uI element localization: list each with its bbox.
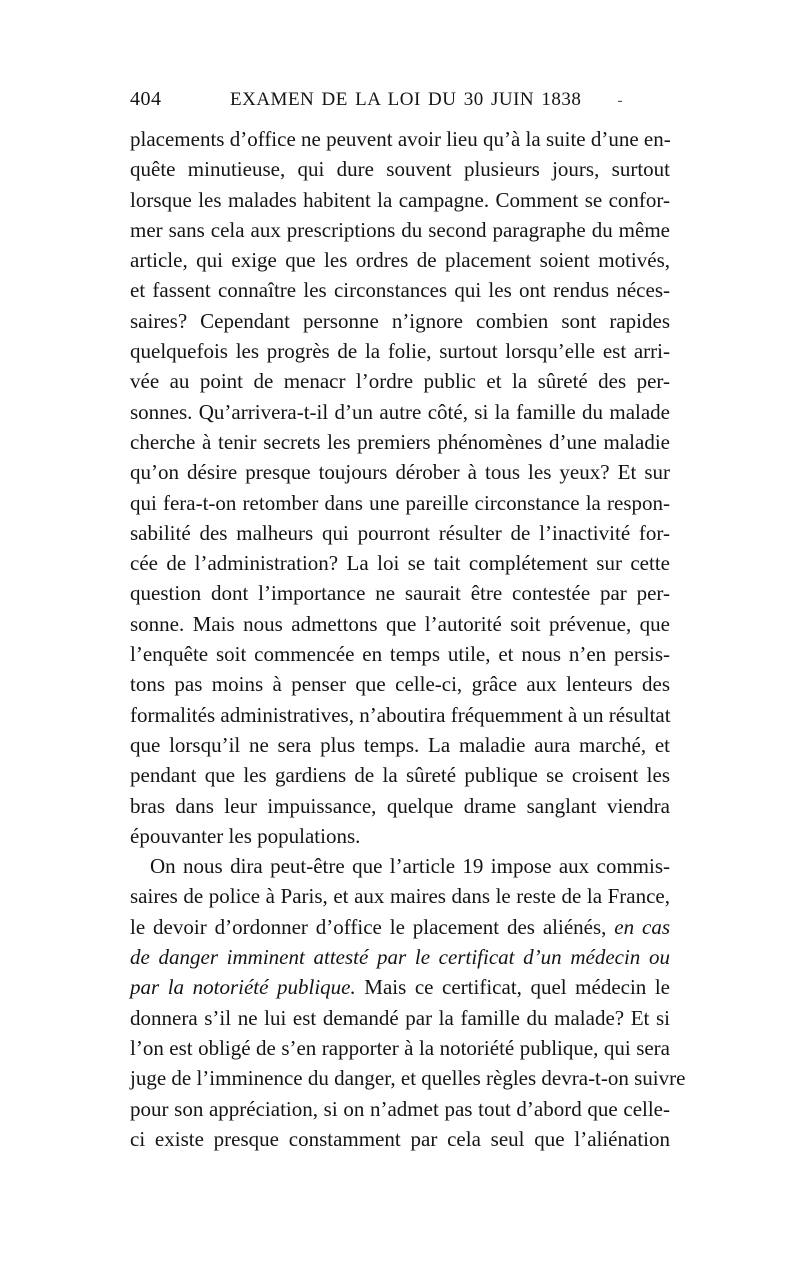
text-line: quête minutieuse, qui dure souvent plusieurs jours, surtout	[130, 157, 670, 182]
text-line: ci existe presque constamment par cela seul que l’aliénation	[130, 1126, 670, 1151]
italic-segment: par la notoriété publique.	[130, 975, 356, 1000]
text-line: donnera s’il ne lui est demandé par la famille du malade? Et si	[130, 1005, 670, 1030]
text-line	[130, 942, 670, 972]
text-line: cherche à tenir secrets les premiers phénomènes d’une maladie	[130, 429, 670, 454]
text-line: formalités administratives, n’aboutira fréquemment à un résultat	[130, 702, 671, 727]
text-line: qu’on désire presque toujours dérober à tous les yeux? Et sur	[130, 460, 670, 485]
text-line: l’on est obligé de s’en rapporter à la notoriété publique, qui sera	[130, 1035, 670, 1060]
book-page	[130, 88, 686, 1154]
text-line: pendant que les gardiens de la sûreté publique se croisent les	[130, 763, 670, 788]
text-line: cée de l’administration? La loi se tait complétement sur cette	[130, 551, 670, 576]
paragraph-1	[130, 124, 670, 851]
italic-segment: de danger imminent attesté par le certificat d’un médecin ou	[130, 945, 670, 970]
text-line	[130, 972, 670, 1002]
text-line: placements d’office ne peuvent avoir lieu qu’à la suite d’une en-	[130, 127, 671, 151]
text-line: lorsque les malades habitent la campagne. Comment se confor-	[130, 187, 670, 212]
text-line: saires? Cependant personne n’ignore combien sont rapides	[130, 308, 670, 333]
text-line: épouvanter les populations.	[130, 823, 361, 848]
text-line: sabilité des malheurs qui pourront résulter de l’inactivité for-	[130, 520, 670, 545]
text-line	[130, 912, 670, 942]
text-line: juge de l’imminence du danger, et quelles règles devra-t-on suivre	[130, 1066, 686, 1091]
text-segment: Mais ce certificat, quel médecin le	[364, 975, 670, 1000]
text-line: vée au point de menacr l’ordre public et la sûreté des per-	[130, 369, 670, 394]
text-line: qui fera-t-on retomber dans une pareille circonstance la respon-	[130, 490, 670, 515]
text-line: que lorsqu’il ne sera plus temps. La maladie aura marché, et	[130, 732, 670, 757]
text-line: saires de police à Paris, et aux maires dans le reste de la France,	[130, 884, 670, 909]
text-line: l’enquête soit commencée en temps utile, et nous n’en persis-	[130, 642, 670, 667]
text-line: sonnes. Qu’arrivera-t-il d’un autre côté, si la famille du malade	[130, 399, 670, 424]
text-line: bras dans leur impuissance, quelque drame sanglant viendra	[130, 793, 670, 818]
text-line: pour son appréciation, si on n’admet pas tout d’abord que celle-	[130, 1096, 670, 1121]
header-mark: -	[617, 92, 624, 109]
paragraph-2	[130, 851, 686, 1154]
running-title: EXAMEN DE LA LOI DU 30 JUIN 1838	[230, 89, 582, 110]
italic-segment: en cas	[614, 914, 670, 939]
text-line: question dont l’importance ne saurait être contestée par per-	[130, 581, 670, 606]
text-line: tons pas moins à penser que celle-ci, grâce aux lenteurs des	[130, 672, 670, 697]
text-line: quelquefois les progrès de la folie, surtout lorsqu’elle est arri-	[130, 339, 670, 364]
text-line: article, qui exige que les ordres de placement soient motivés,	[130, 248, 670, 273]
text-line: sonne. Mais nous admettons que l’autorité soit prévenue, que	[130, 611, 670, 636]
text-line: et fassent connaître les circonstances qui les ont rendus néces-	[130, 278, 670, 303]
page-number: 404	[130, 88, 162, 110]
text-segment: le devoir d’ordonner d’office le placement des aliénés,	[130, 914, 607, 939]
text-line: On nous dira peut-être que l’article 19 impose aux commis-	[150, 854, 670, 879]
text-line: mer sans cela aux prescriptions du second paragraphe du même	[130, 217, 670, 242]
running-header	[130, 88, 670, 124]
